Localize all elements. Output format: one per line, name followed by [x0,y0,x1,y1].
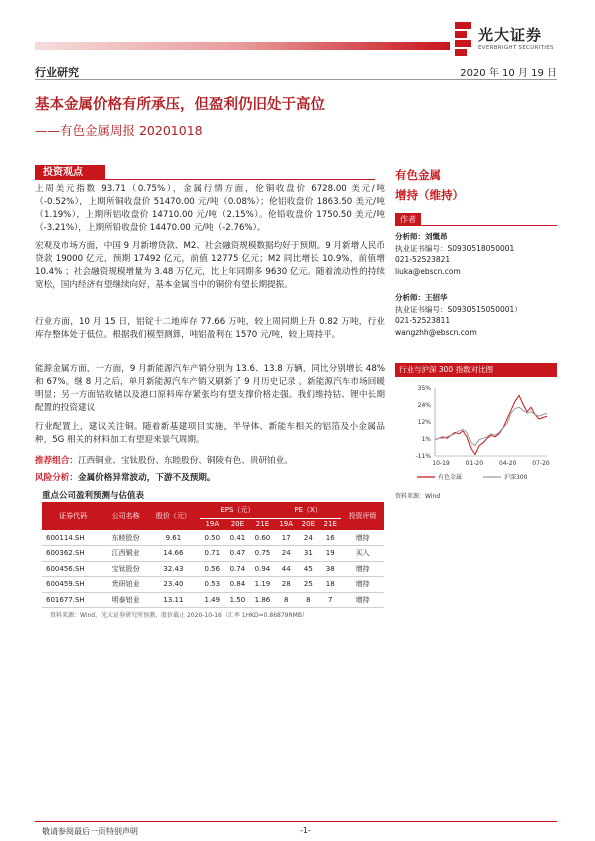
cell-pe21: 18 [319,577,341,593]
series-line [435,395,547,454]
chart-source: 资料来源：Wind [395,493,441,500]
cell-eps20: 0.84 [225,577,250,593]
cell-name: 东睦股份 [104,530,147,546]
footer-divider [35,821,557,822]
cell-rating: 增持 [341,577,384,593]
analyst-name: 分析师：刘慨昂 [395,232,448,241]
forecast-table [42,502,384,608]
y-tick-label: 24% [417,402,431,410]
analyst-phone: 021-52523811 [395,316,451,325]
cell-code: 600362.SH [42,546,104,562]
cell-code: 600456.SH [42,561,104,577]
analyst-email[interactable]: liuka@ebscn.com [395,266,461,276]
author-tag: 作者 [395,213,421,226]
cell-pe20: 25 [297,577,319,593]
legend-label: 有色金属 [438,474,463,481]
cell-eps20: 0.47 [225,546,250,562]
y-tick-label: 35% [417,385,431,393]
cell-rating: 增持 [341,530,384,546]
paragraph-industry: 行业方面，10 月 15 日，铝锭十二地库存 77.66 万吨，较上周同期上升 0.82 万吨，行业库存整体处于低位。根据我们模型测算，吨铝盈利在 1570 元/吨，较上周持平。 [35,317,385,340]
cell-name: 贵研铂业 [104,577,147,593]
chart-svg [395,380,557,485]
header-year: 19A [200,518,225,530]
cell-pe20: 8 [297,592,319,608]
paragraph-allocation: 行业配置上，建议关注铜。随着新基建项目实施，半导体、新能车相关的铝箔及小金属品种，5G 相关的材料加工有望迎来景气周期。 [35,422,385,445]
cell-rating: 增持 [341,561,384,577]
analyst-block [395,292,522,338]
header-code: 证券代码 [42,502,104,530]
page-number: -1- [300,826,311,835]
header-name: 公司名称 [104,502,147,530]
paragraph-metals-prices: 上周美元指数 93.71（0.75%），金属行情方面，伦铜收盘价 6728.00 美元/吨（-0.52%），上期所铜收盘价 51470.00 元/吨（0.08%）；伦铝收盘价 1863.50 美元/吨（1.19%），上期所铝收盘价 14710.00 元/吨（2.15%）。伦铅收盘价 1750.50 美元/吨（-3.21%），上期所铅收盘价 14470.00 元/吨（-2.76%）。 [35,184,385,233]
analyst-block [395,231,514,277]
chart-title: 行业与沪深 300 指数对比图 [395,363,557,377]
header-gradient-bar [35,42,450,50]
header-price: 股价（元） [147,502,200,530]
table-source-note: 资料来源：Wind，光大证券研究所预测，股价截止 2020-10-16（汇率 1HKD=0.86879RMB） [50,612,308,619]
cell-pe19: 17 [275,530,297,546]
cell-pe21: 16 [319,530,341,546]
author-header [395,213,557,226]
cell-pe21: 7 [319,592,341,608]
comparison-chart [395,380,557,485]
cell-eps21: 0.60 [250,530,275,546]
cell-pe20: 24 [297,530,319,546]
y-tick-label: 1% [421,436,431,444]
analyst-name: 分析师：王招华 [395,293,448,302]
cell-code: 600114.SH [42,530,104,546]
cell-pe21: 38 [319,561,341,577]
cell-name: 江西铜业 [104,546,147,562]
industry-rating: 增持（维持） [395,188,464,202]
cell-pe19: 24 [275,546,297,562]
table-row [42,577,384,593]
cell-pe19: 44 [275,561,297,577]
table-row [42,592,384,608]
cell-price: 14.66 [147,546,200,562]
y-tick-label: -11% [415,453,431,461]
cell-price: 9.61 [147,530,200,546]
header-year: 20E [225,518,250,530]
cell-eps19: 0.53 [200,577,225,593]
header-eps: EPS（元） [200,502,275,518]
table-row [42,530,384,546]
risk-label: 风险分析： [35,473,78,483]
recommendation [35,454,293,466]
header-year: 21E [319,518,341,530]
report-title: 基本金属价格有所承压，但盈利仍旧处于高位 [35,97,325,113]
risk-analysis [35,471,216,483]
cell-pe19: 28 [275,577,297,593]
analyst-email[interactable]: wangzhh@ebscn.com [395,327,477,337]
recommendation-text: 江西铜业、宝钛股份、东睦股份、铜陵有色、贵研铂业。 [77,456,293,466]
industry-name: 有色金属 [395,168,441,182]
section-tag: 投资观点 [35,165,105,180]
cell-pe20: 45 [297,561,319,577]
series-line [435,407,547,446]
cell-eps21: 1.19 [250,577,275,593]
cell-code: 600459.SH [42,577,104,593]
header-year: 21E [250,518,275,530]
risk-text: 金属价格异常波动，下游不及预期。 [77,473,216,483]
header-divider [35,79,557,80]
report-category: 行业研究 [35,66,79,79]
cell-name: 明泰铝业 [104,592,147,608]
logo-subtext: EVERBRIGHT SECURITIES [478,45,554,51]
x-tick-label: 04-20 [498,460,517,467]
x-tick-label: 07-20 [532,460,550,467]
analyst-license: 执业证书编号：S0930518050001 [395,243,515,253]
cell-eps20: 0.41 [225,530,250,546]
x-tick-label: 01-20 [465,460,484,467]
header-year: 20E [297,518,319,530]
cell-pe20: 31 [297,546,319,562]
table-header-row [42,502,384,518]
cell-eps21: 0.94 [250,561,275,577]
cell-eps19: 0.56 [200,561,225,577]
cell-eps20: 1.50 [225,592,250,608]
paragraph-macro: 宏观及市场方面，中国 9 月新增贷款、M2、社会融资规模数据均好于预期。9 月新增人民币贷款 19000 亿元，预期 17492 亿元，前值 12775 亿元；M2 同比增长 10.9%，前值增 10.4% ；社会融资规模增量为 3.48 万亿元，比上年同期多 9630 亿元。随着流动性的持续宽松，国内经济有望继续向好，基本金属当中的铜价有望长期提振。 [35,241,385,290]
cell-price: 13.11 [147,592,200,608]
cell-eps19: 0.71 [200,546,225,562]
table-row [42,546,384,562]
report-subtitle: ——有色金属周报 20201018 [35,123,203,138]
legend-label: 沪深300 [504,474,528,481]
cell-eps21: 0.75 [250,546,275,562]
cell-pe21: 19 [319,546,341,562]
analyst-license: 执业证书编号：S0930515050001） [395,304,522,314]
cell-price: 32.43 [147,561,200,577]
cell-rating: 增持 [341,592,384,608]
recommendation-label: 推荐组合： [35,456,78,466]
cell-pe19: 8 [275,592,297,608]
cell-rating: 买入 [341,546,384,562]
header-year: 19A [275,518,297,530]
logo-mark-icon [455,22,471,56]
cell-eps19: 1.49 [200,592,225,608]
cell-code: 601677.SH [42,592,104,608]
company-logo [455,20,575,60]
cell-name: 宝钛股份 [104,561,147,577]
section-header [35,165,375,180]
logo-text: 光大证券 [478,26,543,44]
cell-eps19: 0.50 [200,530,225,546]
analyst-phone: 021-52523821 [395,255,451,264]
cell-eps21: 1.86 [250,592,275,608]
table-row [42,561,384,577]
paragraph-energy-metals: 能源金属方面，一方面，9 月新能源汽车产销分别为 13.6、13.8 万辆，同比分别增长 48%和 67%。继 8 月之后，单月新能源汽车产销又刷新了 9 月历史记录 。新能源汽车市场回暖明显；另一方面钴收储以及港口原料库存紧张均有望支撑价格走强。我们维持钴、锂中长期配置的投资建议 [35,364,385,413]
cell-eps20: 0.74 [225,561,250,577]
header-pe: PE（X） [275,502,341,518]
report-date: 2020 年 10 月 19 日 [460,68,557,79]
footer-disclaimer[interactable]: 敬请参阅最后一页特别声明 [42,827,138,836]
y-tick-label: 12% [417,419,431,427]
cell-price: 23.40 [147,577,200,593]
x-tick-label: 10-19 [432,460,450,467]
table-title: 重点公司盈利预测与估值表 [42,491,145,501]
header-rating: 投资评级 [341,502,384,530]
